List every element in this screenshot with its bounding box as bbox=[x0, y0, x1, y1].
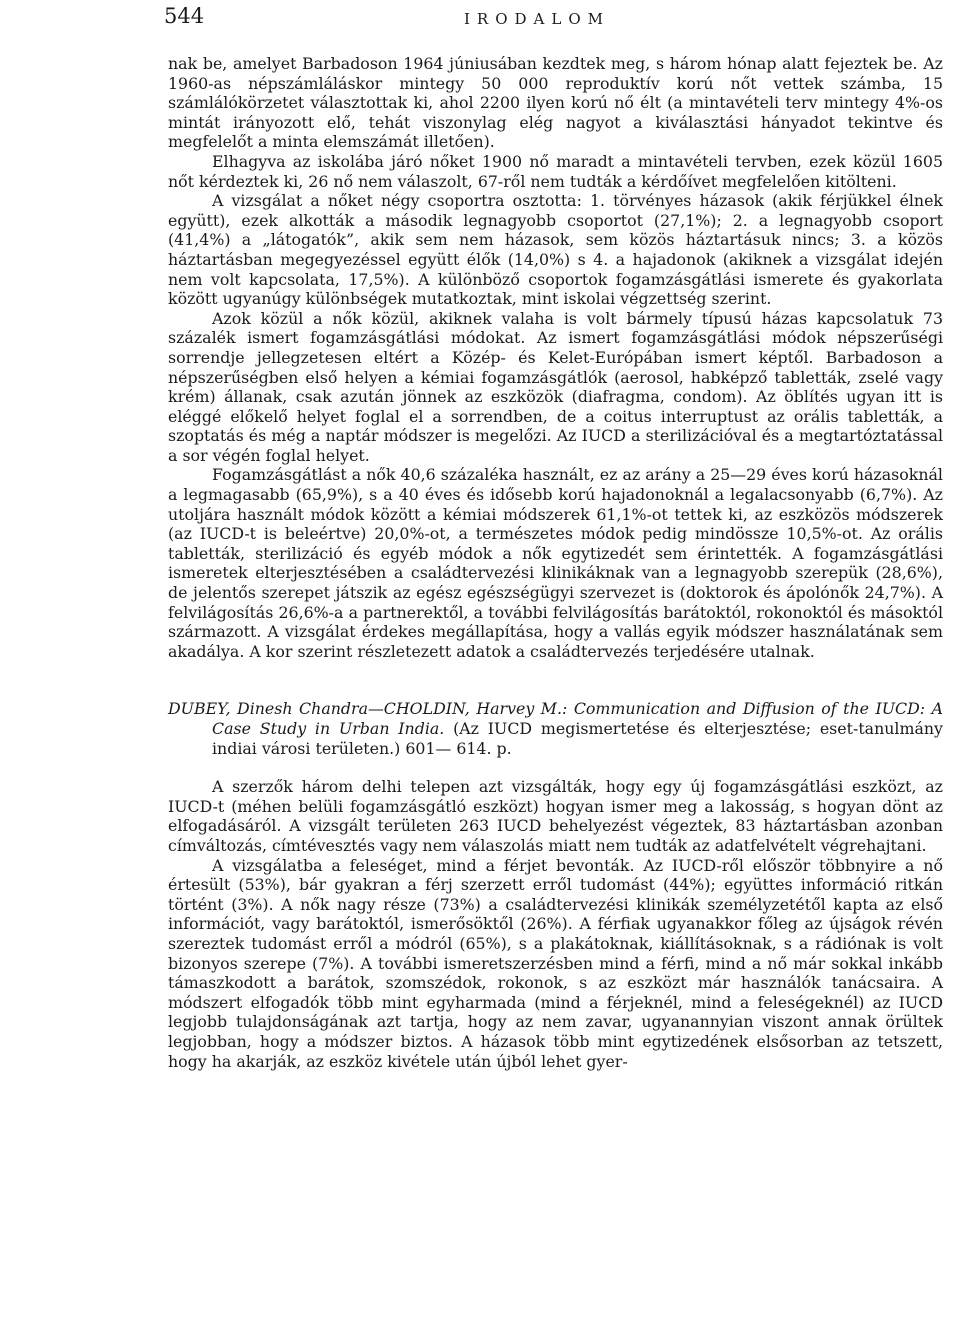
citation-authors: DUBEY, Dinesh Chandra—CHOLDIN, Harvey M.: bbox=[168, 699, 568, 719]
citation-note: (Az IUCD megismertetése és elterjesztése; eset-tanulmány indiai városi területen.) 601— 614. p. bbox=[212, 719, 943, 758]
page-header bbox=[164, 4, 930, 34]
paragraph: Fogamzásgátlást a nők 40,6 százaléka használt, ez az arány a 25—29 éves korú házasoknál a legmagasabb (65,9%), s a 40 éves és idősebb korú hajadonoknál a legalacsonyabb (6,7%). Az utoljára használt módok között a kémiai módszerek 61,1%-ot tettek ki, az eszközös módszerek (az IUCD-t is beleértve) 20,0%-ot, a természetes módok pedig mindössze 10,5%-ot. Az orális tabletták, sterilizáció és egyéb módok a nők egytizedét sem érintették. A fogamzásgátlási ismeretek elterjesztésében a családtervezési klinikáknak van a legnagyobb szerepük (28,6%), de jelentős szerepet játszik az egész egészségügyi szervezet is (doktorok és ápolónők 24,7%). A felvilágosítás 26,6%-a a partnerektől, a további felvilágosítás barátoktól, rokonoktól és másoktól származott. A vizsgálat érdekes megállapítása, hogy a vallás egyik módszer használatának sem akadálya. A kor szerint részletezett adatok a családtervezés terjedésére utalnak. bbox=[168, 465, 943, 661]
citation-title: Communication and Diffusion of the IUCD: A Case Study in Urban India. bbox=[212, 699, 944, 738]
article-body bbox=[168, 54, 943, 1071]
running-head: IRODALOM bbox=[464, 10, 610, 28]
citation bbox=[168, 699, 943, 758]
paragraph: nak be, amelyet Barbadoson 1964 júniusában kezdtek meg, s három hónap alatt fejeztek be. Az 1960-as népszámláláskor mintegy 50 000 reproduktív korú nőt vettek számba, 15 számlálókörzetet választottak ki, ahol 2200 ilyen korú nő élt (a mintavételi terv mintegy 4%-os mintát irányozott elő, tehát viszonylag elég nagyot a kiválasztási hányadot tekintve és megfelelőt a minta elemszámát illetően). bbox=[168, 54, 943, 152]
paragraph: A szerzők három delhi telepen azt vizsgálták, hogy egy új fogamzásgátlási eszközt, az IUCD-t (méhen belüli fogamzásgátló eszközt) hogyan ismer meg a lakosság, s hogyan dönt az elfogadásáról. A vizsgált területen 263 IUCD behelyezést végeztek, 83 háztartásban azonban címváltozás, címtévesztés vagy nem válaszolás miatt nem tudták az adatfelvételt végrehajtani. bbox=[168, 777, 943, 855]
page-number: 544 bbox=[164, 4, 205, 28]
paragraph: A vizsgálat a nőket négy csoportra osztotta: 1. törvényes házasok (akik férjükkel élnek együtt), ezek alkották a második legnagyobb csoportot (27,1%); 2. a legnagyobb csoport (41,4%) a „látogatók”, akik sem nem házasok, sem közös háztartásuk nincs; 3. a közös háztartásban megegyezéssel együtt élők (14,0%) s 4. a hajadonok (akiknek a vizsgálat idején nem volt kapcsolata, 17,5%). A különböző csoportok fogamzásgátlási ismerete és gyakorlata között ugyanúgy különbségek mutatkoztak, mint iskolai végzettség szerint. bbox=[168, 191, 943, 309]
paragraph: A vizsgálatba a feleséget, mind a férjet bevonták. Az IUCD-ről először többnyire a nő értesült (53%), bár gyakran a férj szerzett erről tudomást (44%); együttes információ ritkán történt (3%). A nők nagy része (73%) a családtervezési klinikák személyzetétől kapta az első információt, vagy barátoktól, ismerősöktől (26%). A férfiak ugyanakkor főleg az újságok révén szereztek tudomást erről a módról (65%), s a plakátoknak, kiállításoknak, s a rádiónak is volt bizonyos szerepe (7%). A további ismeretszerzésben mind a férfi, mind a nő már sokkal inkább támaszkodott a barátok, szomszédok, rokonok, s az eszközt már használók tanácsaira. A módszert elfogadók több mint egyharmada (mind a férjeknél, mind a feleségeknél) az IUCD legjobb tulajdonságának azt tartja, hogy az nem zavar, ugyanannyian viszont annak örültek legjobban, hogy a módszer biztos. A házasok több mint egytizedének elsősorban az tetszett, hogy ha akarják, az eszköz kivétele után újból lehet gyer- bbox=[168, 855, 943, 1071]
paragraph: Azok közül a nők közül, akiknek valaha is volt bármely típusú házas kapcsolatuk 73 százalék ismert fogamzásgátlási módokat. Az ismert fogamzásgátlási módok népszerűségi sorrendje jellegzetesen eltért a Közép- és Kelet-Európában ismert képtől. Barbadoson a népszerűségben első helyen a kémiai fogamzásgátlók (aerosol, habképző tabletták, zselé vagy krém) állanak, csak azután jönnek az eszközök (diafragma, condom). Az öblítés ugyan itt is eléggé előkelő helyet foglal el a sorrendben, de a coitus interruptust az orális tabletták, a szoptatás és még a naptár módszer is megelőzi. Az IUCD a sterilizációval és a megtartóztatással a sor végén foglal helyet. bbox=[168, 308, 943, 465]
paragraph: Elhagyva az iskolába járó nőket 1900 nő maradt a mintavételi tervben, ezek közül 1605 nőt kérdeztek ki, 26 nő nem válaszolt, 67-ről nem tudták a kérdőívet megfelelően kitölteni. bbox=[168, 151, 943, 191]
